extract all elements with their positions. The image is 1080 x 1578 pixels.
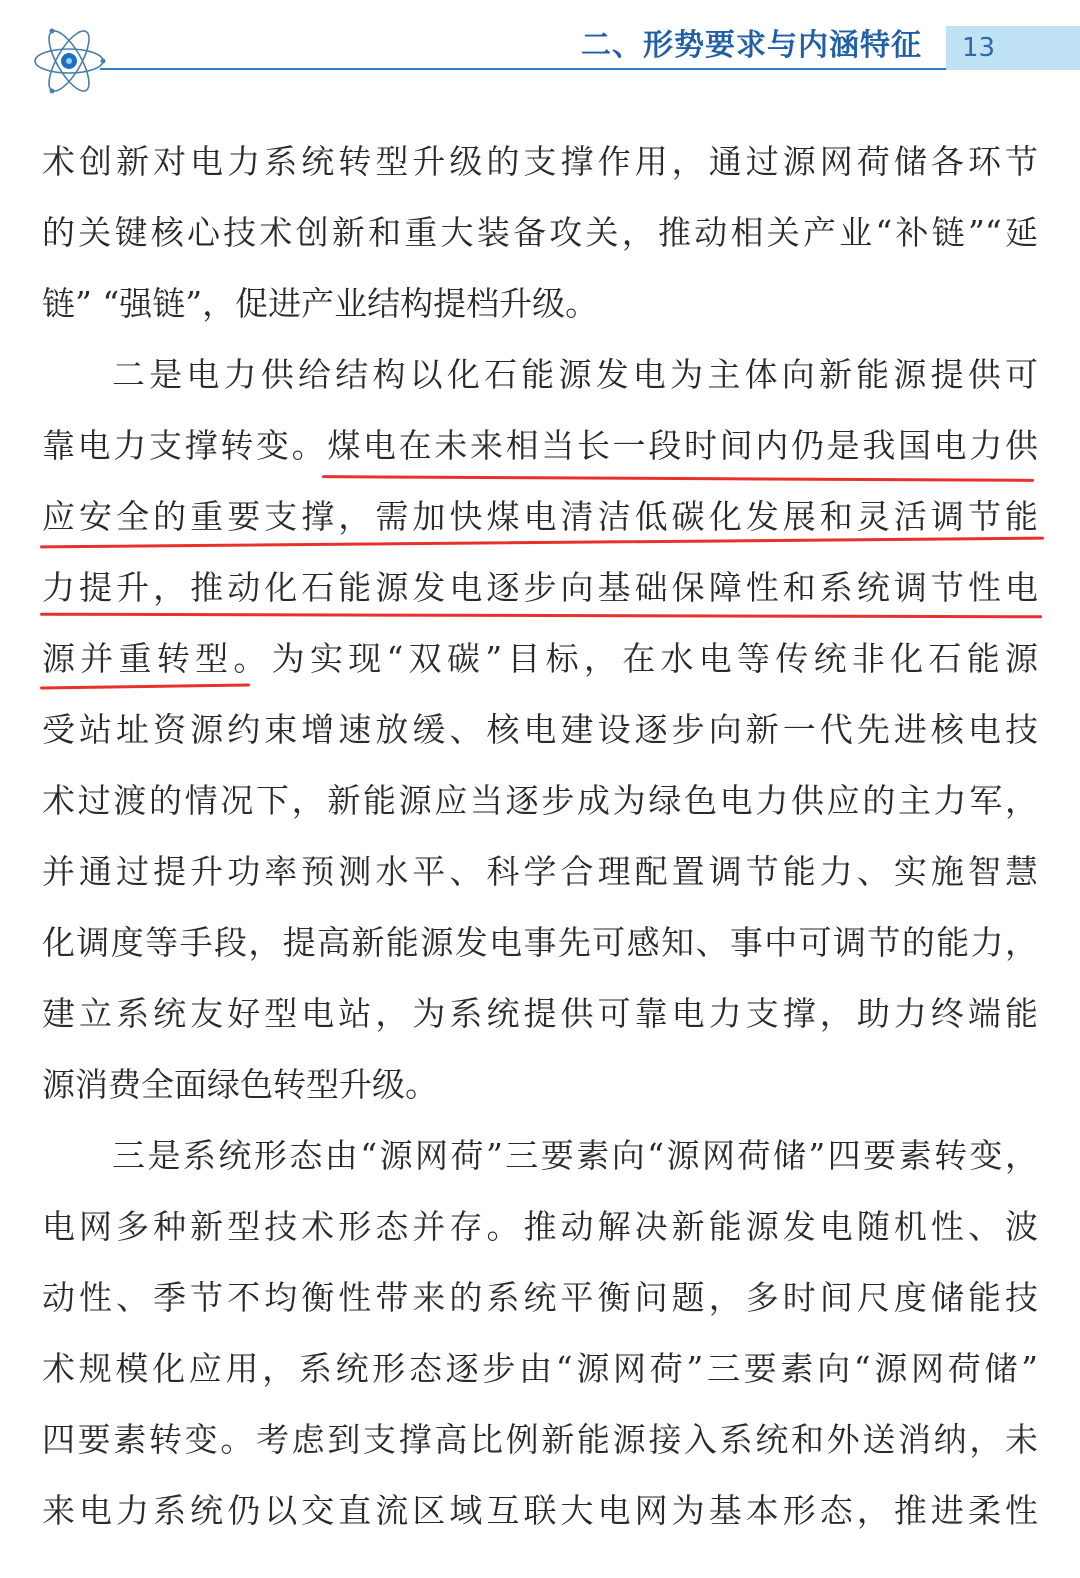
text-line: 来电力系统仍以交直流区域互联大电网为基本形态，推进柔性: [42, 1491, 1038, 1530]
section-title: 二、形势要求与内涵特征: [581, 28, 922, 63]
text-line: 建立系统友好型电站，为系统提供可靠电力支撑，助力终端能: [42, 994, 1038, 1033]
text-line: 链” “强链”，促进产业结构提档升级。: [42, 284, 599, 323]
page-header: [0, 0, 1080, 110]
text-line: 术规模化应用，系统形态逐步由“源网荷”三要素向“源网荷储”: [42, 1349, 1038, 1388]
text-line: 源消费全面绿色转型升级。: [42, 1065, 438, 1104]
paragraph-first-line: 二是电力供给结构以化石能源发电为主体向新能源提供可: [112, 355, 1038, 394]
header-rule: [100, 68, 950, 70]
page-number-tab: [946, 26, 1080, 70]
text-line: 并通过提升功率预测水平、科学合理配置调节能力、实施智慧: [42, 852, 1038, 891]
atom-icon: [30, 22, 108, 100]
text-line: 的关键核心技术创新和重大装备攻关，推动相关产业“补链”“延: [42, 213, 1038, 252]
text-line: 四要素转变。考虑到支撑高比例新能源接入系统和外送消纳，未: [42, 1420, 1038, 1459]
text-line: 力提升，推动化石能源发电逐步向基础保障性和系统调节性电: [42, 568, 1038, 607]
paragraph-first-line: 三是系统形态由“源网荷”三要素向“源网荷储”四要素转变，: [112, 1136, 1038, 1175]
text-line: 动性、季节不均衡性带来的系统平衡问题，多时间尺度储能技: [42, 1278, 1038, 1317]
text-line: 源并重转型。为实现“双碳”目标，在水电等传统非化石能源: [42, 639, 1038, 678]
text-line: 受站址资源约束增速放缓、核电建设逐步向新一代先进核电技: [42, 710, 1038, 749]
page-number: 13: [962, 33, 996, 63]
body-text: [42, 126, 1038, 1546]
text-line: 术过渡的情况下，新能源应当逐步成为绿色电力供应的主力军，: [42, 781, 1038, 820]
text-line: 电网多种新型技术形态并存。推动解决新能源发电随机性、波: [42, 1207, 1038, 1246]
text-line: 术创新对电力系统转型升级的支撑作用，通过源网荷储各环节: [42, 142, 1038, 181]
text-line: 应安全的重要支撑，需加快煤电清洁低碳化发展和灵活调节能: [42, 497, 1038, 536]
text-line: 靠电力支撑转变。煤电在未来相当长一段时间内仍是我国电力供: [42, 426, 1038, 465]
text-line: 化调度等手段，提高新能源发电事先可感知、事中可调节的能力，: [42, 923, 1038, 962]
